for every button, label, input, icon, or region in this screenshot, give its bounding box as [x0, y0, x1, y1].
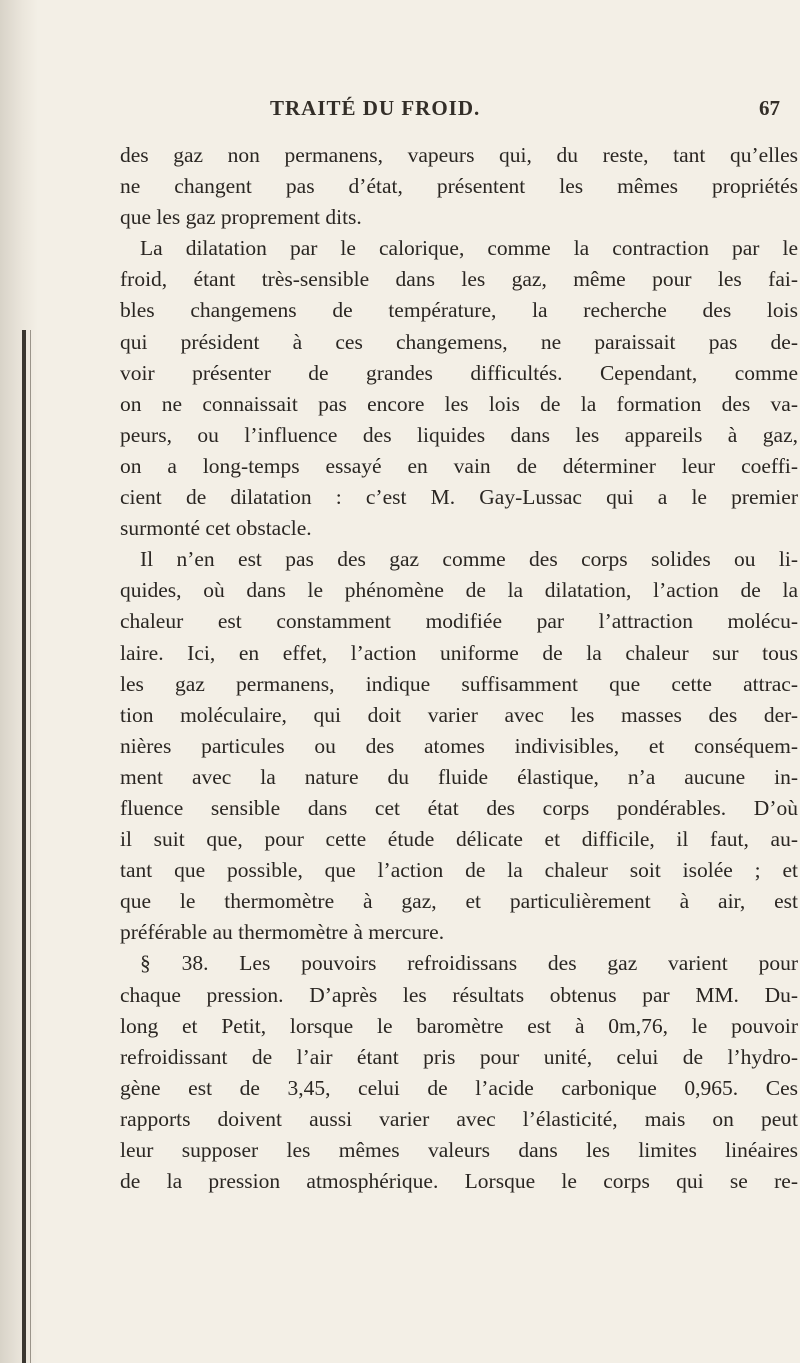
- text-line: tion moléculaire, qui doit varier avec les masses des der-: [120, 702, 798, 727]
- text-line: chaleur est constamment modifiée par l’attraction molécu-: [120, 609, 798, 634]
- text-line: quides, où dans le phénomène de la dilatation, l’action de la: [120, 578, 798, 603]
- text-line: il suit que, pour cette étude délicate et difficile, il faut, au-: [120, 827, 798, 852]
- text-line: Il n’en est pas des gaz comme des corps solides ou li-: [140, 547, 798, 572]
- text-line: les gaz permanens, indique suffisamment que cette attrac-: [120, 671, 798, 696]
- binding-edge-line-thin: [30, 330, 31, 1363]
- text-line: des gaz non permanens, vapeurs qui, du reste, tant qu’elles: [120, 143, 798, 167]
- text-line: bles changemens de température, la recherche des lois: [120, 298, 798, 323]
- body-text: [120, 140, 798, 1197]
- text-line: long et Petit, lorsque le baromètre est à 0m,76, le pouvoir: [120, 1013, 798, 1038]
- text-line: nières particules ou des atomes indivisibles, et conséquem-: [120, 733, 798, 758]
- text-line: froid, étant très-sensible dans les gaz, même pour les fai-: [120, 267, 798, 292]
- text-line: leur supposer les mêmes valeurs dans les limites linéaires: [120, 1138, 798, 1162]
- text-line: que le thermomètre à gaz, et particulièrement à air, est: [120, 889, 798, 914]
- text-line: laire. Ici, en effet, l’action uniforme de la chaleur sur tous: [120, 640, 798, 665]
- text-line: on a long-temps essayé en vain de déterminer leur coeffi-: [120, 453, 798, 478]
- page-number: 67: [759, 96, 780, 120]
- text-line: on ne connaissait pas encore les lois de la formation des va-: [120, 391, 798, 416]
- running-title: TRAITÉ DU FROID.: [270, 96, 481, 120]
- text-line: fluence sensible dans cet état des corps pondérables. D’où: [120, 795, 798, 820]
- binding-edge-line: [22, 330, 26, 1363]
- text-line: ne changent pas d’état, présentent les mêmes propriétés: [120, 174, 798, 199]
- text-line: La dilatation par le calorique, comme la contraction par le: [140, 236, 798, 261]
- text-line: voir présenter de grandes difficultés. Cependant, comme: [120, 360, 798, 385]
- text-line: surmonté cet obstacle.: [120, 516, 312, 541]
- page-binding-shadow: [0, 0, 38, 1363]
- text-line: préférable au thermomètre à mercure.: [120, 920, 445, 945]
- text-line: que les gaz proprement dits.: [120, 205, 362, 230]
- text-line: de la pression atmosphérique. Lorsque le corps qui se re-: [120, 1169, 798, 1194]
- text-line: gène est de 3,45, celui de l’acide carbonique 0,965. Ces: [120, 1075, 798, 1100]
- text-line: qui président à ces changemens, ne paraissait pas de-: [120, 329, 798, 354]
- text-line: chaque pression. D’après les résultats obtenus par MM. Du-: [120, 982, 798, 1007]
- text-line: peurs, ou l’influence des liquides dans les appareils à gaz,: [120, 422, 798, 447]
- text-line: § 38. Les pouvoirs refroidissans des gaz varient pour: [140, 951, 798, 976]
- text-line: tant que possible, que l’action de la chaleur soit isolée ; et: [120, 858, 798, 883]
- text-line: refroidissant de l’air étant pris pour unité, celui de l’hydro-: [120, 1044, 798, 1069]
- text-line: cient de dilatation : c’est M. Gay-Lussac qui a le premier: [120, 485, 798, 510]
- text-line: ment avec la nature du fluide élastique, n’a aucune in-: [120, 764, 798, 789]
- page-header: [120, 96, 780, 126]
- text-line: rapports doivent aussi varier avec l’élasticité, mais on peut: [120, 1106, 798, 1131]
